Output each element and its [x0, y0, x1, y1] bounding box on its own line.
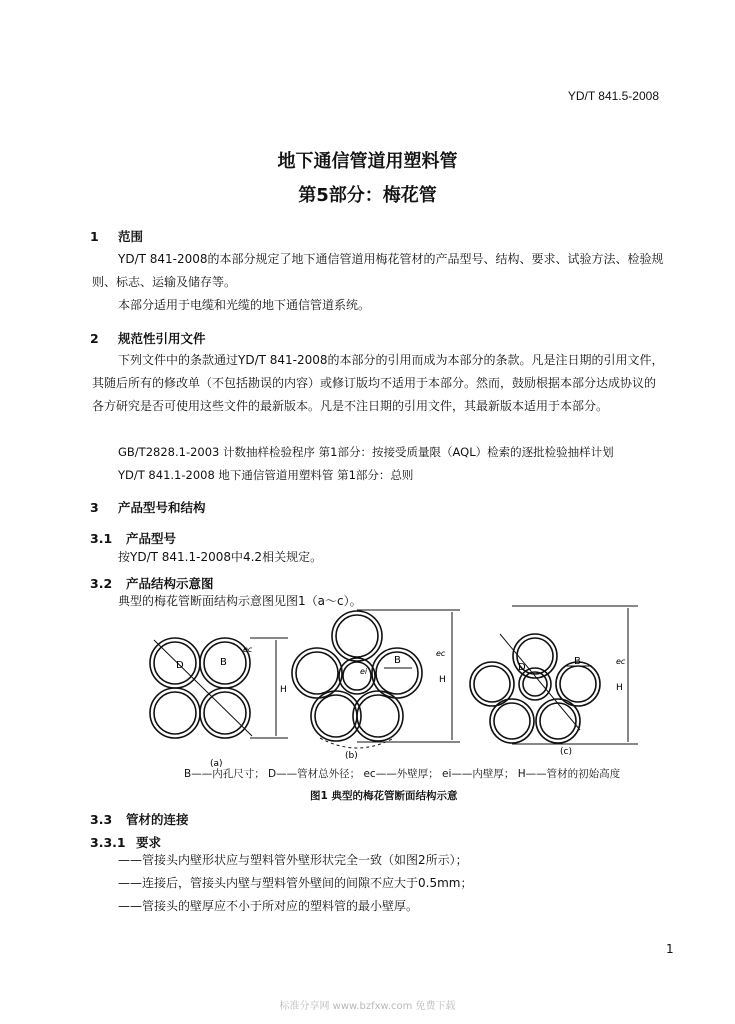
pipe-bore-inner	[154, 692, 196, 734]
section-title: 范围	[118, 229, 144, 244]
figure-1-legend: B——内孔尺寸； D——管材总外径； ec——外壁厚； ei——内壁厚； H——管材的初始高度	[184, 768, 621, 780]
standard-code: YD/T 841.5-2008	[567, 89, 659, 103]
requirement-item-2: ——连接后，管接头内壁与塑料管外壁间的间隙不应大于0.5mm；	[118, 876, 473, 890]
reference-gb2828: GB/T2828.1-2003 计数抽样检验程序 第1部分：按接受质量限（AQL）检索的逐批检验抽样计划	[118, 445, 614, 459]
requirement-item-1: ——管接头内壁形状应与塑料管外壁形状完全一致（如图2所示）；	[118, 853, 468, 867]
label-ec: ec	[616, 657, 626, 666]
figure-1c-cross-section	[470, 614, 600, 743]
section-3-1-heading	[90, 529, 176, 547]
requirement-item-3: ——管接头的壁厚应不小于所对应的塑料管的最小壁厚。	[118, 899, 419, 913]
figure-1a-cross-section	[150, 638, 250, 738]
section-title: 产品结构示意图	[126, 576, 214, 591]
section-1-paragraph-1: YD/T 841-2008的本部分规定了地下通信管道用梅花管材的产品型号、结构、要求、试验方法、检验规则、标志、运输及储存等。	[92, 252, 664, 289]
section-1-paragraph-2: 本部分适用于电缆和光缆的地下通信管道系统。	[118, 298, 371, 312]
subfigure-b-label: (b)	[345, 751, 358, 761]
label-ei: ei	[360, 667, 368, 676]
section-title: 产品型号和结构	[118, 500, 206, 515]
section-number: 3.1	[90, 531, 113, 546]
label-D: D	[176, 660, 184, 671]
section-3-1-paragraph: 按YD/T 841.1-2008中4.2相关规定。	[118, 550, 323, 564]
section-title: 管材的连接	[126, 812, 189, 827]
section-number: 3.3	[90, 812, 113, 827]
reference-yd841-1: YD/T 841.1-2008 地下通信管道用塑料管 第1部分：总则	[118, 468, 414, 482]
section-title: 规范性引用文件	[118, 331, 206, 346]
section-number: 2	[90, 331, 99, 346]
label-B: B	[394, 655, 401, 666]
watermark-footer: 标准分享网 www.bzfxw.com 免费下载	[279, 1001, 456, 1012]
figure-1-diagram	[140, 598, 660, 770]
section-3-heading	[90, 498, 206, 516]
section-number: 1	[90, 229, 99, 244]
label-B: B	[220, 657, 227, 668]
section-number: 3	[90, 500, 99, 515]
section-1-heading	[90, 227, 143, 245]
label-ec: ec	[243, 645, 253, 654]
section-3-2-paragraph: 典型的梅花管断面结构示意图见图1（a～c）。	[118, 594, 362, 608]
label-D: D	[518, 662, 526, 673]
section-title: 要求	[136, 835, 162, 850]
section-3-3-heading	[90, 810, 189, 828]
document-subtitle: 第5部分：梅花管	[298, 185, 437, 206]
section-number: 3.3.1	[90, 835, 126, 850]
label-ec: ec	[436, 649, 446, 658]
pipe-bore-inner	[154, 642, 196, 684]
subfigure-a-label: (a)	[210, 759, 223, 769]
label-H: H	[439, 675, 446, 685]
section-2-heading	[90, 329, 206, 347]
page-number: 1	[666, 942, 674, 956]
pipe-bore	[150, 638, 200, 688]
label-H: H	[280, 685, 287, 695]
figure-1b-cross-section	[292, 611, 422, 748]
pipe-bore	[200, 688, 250, 738]
subfigure-c-label: (c)	[560, 747, 572, 757]
section-2-paragraph-1: 下列文件中的条款通过YD/T 841-2008的本部分的引用而成为本部分的条款。凡是注日期的引用文件，其随后所有的修改单（不包括勘误的内容）或修订版均不适用于本部分。然而，鼓励根据本部分达成协议的各方研究是否可使用这些文件的最新版本。凡是不注日期的引用文件，其最新版本适用于本部分。	[92, 353, 664, 413]
section-number: 3.2	[90, 576, 113, 591]
label-H: H	[616, 683, 623, 693]
section-title: 产品型号	[126, 531, 177, 546]
document-title: 地下通信管道用塑料管	[277, 151, 458, 172]
figure-1-caption: 图1 典型的梅花管断面结构示意	[310, 790, 458, 802]
label-B: B	[574, 656, 581, 667]
pipe-bore-inner	[204, 692, 246, 734]
pipe-bore	[150, 688, 200, 738]
